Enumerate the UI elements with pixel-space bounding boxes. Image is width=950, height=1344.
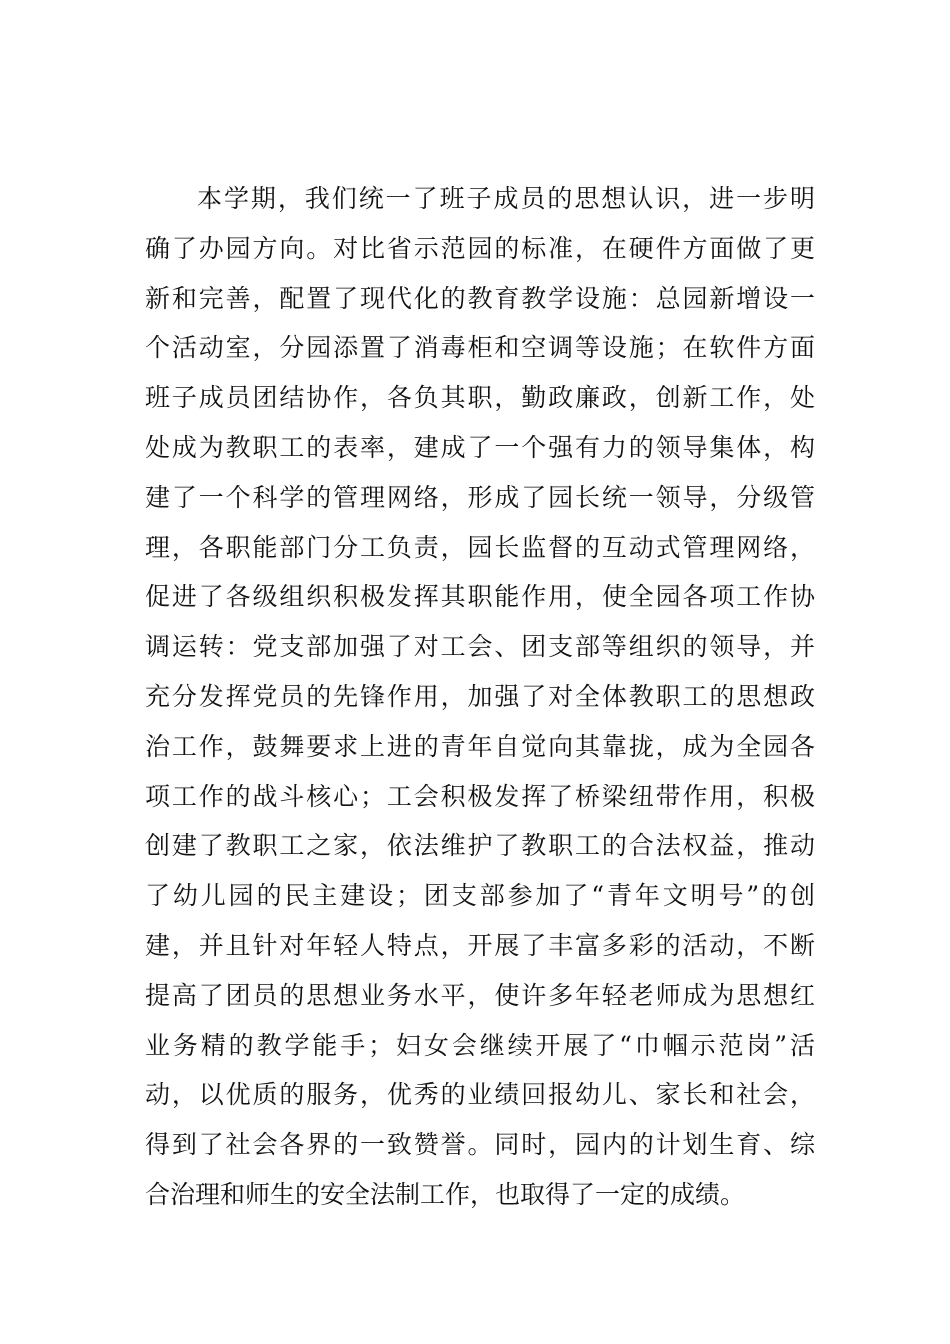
paragraph-line: 合治理和师生的安全法制工作，也取得了一定的成绩。 — [145, 1179, 746, 1209]
paragraph-line: 处成为教职工的表率，建成了一个强有力的领导集体，构 — [145, 432, 815, 462]
paragraph-line: 建，并且针对年轻人特点，开展了丰富多彩的活动，不断 — [145, 930, 815, 960]
paragraph-line: 治工作，鼓舞要求上进的青年自觉向其靠拢，成为全园各 — [145, 731, 815, 761]
paragraph-line: 充分发挥党员的先锋作用，加强了对全体教职工的思想政 — [145, 681, 815, 711]
paragraph-line: 得到了社会各界的一致赞誉。同时，园内的计划生育、综 — [145, 1130, 815, 1160]
paragraph-line: 提高了团员的思想业务水平，使许多年轻老师成为思想红 — [145, 980, 815, 1010]
paragraph-line: 班子成员团结协作，各负其职，勤政廉政，创新工作，处 — [145, 383, 815, 413]
paragraph-line: 确了办园方向。对比省示范园的标准，在硬件方面做了更 — [145, 233, 815, 263]
paragraph-line: 本学期，我们统一了班子成员的思想认识，进一步明 — [197, 184, 815, 213]
paragraph-line: 促进了各级组织积极发挥其职能作用，使全园各项工作协 — [145, 582, 815, 612]
body-paragraph — [145, 174, 815, 1220]
paragraph-line: 新和完善，配置了现代化的教育教学设施：总园新增设一 — [145, 283, 815, 313]
paragraph-line: 理，各职能部门分工负责，园长监督的互动式管理网络， — [145, 532, 815, 562]
paragraph-line: 个活动室，分园添置了消毒柜和空调等设施；在软件方面 — [145, 333, 815, 363]
paragraph-line: 创建了教职工之家，依法维护了教职工的合法权益，推动 — [145, 831, 815, 861]
paragraph-line: 了幼儿园的民主建设；团支部参加了“青年文明号”的创 — [145, 881, 815, 911]
paragraph-line: 业务精的教学能手；妇女会继续开展了“巾帼示范岗”活 — [145, 1030, 815, 1060]
paragraph-line: 动，以优质的服务，优秀的业绩回报幼儿、家长和社会， — [145, 1080, 815, 1110]
paragraph-line: 建了一个科学的管理网络，形成了园长统一领导，分级管 — [145, 482, 815, 512]
paragraph-line: 调运转：党支部加强了对工会、团支部等组织的领导，并 — [145, 632, 815, 662]
paragraph-line: 项工作的战斗核心；工会积极发挥了桥梁纽带作用，积极 — [145, 781, 815, 811]
